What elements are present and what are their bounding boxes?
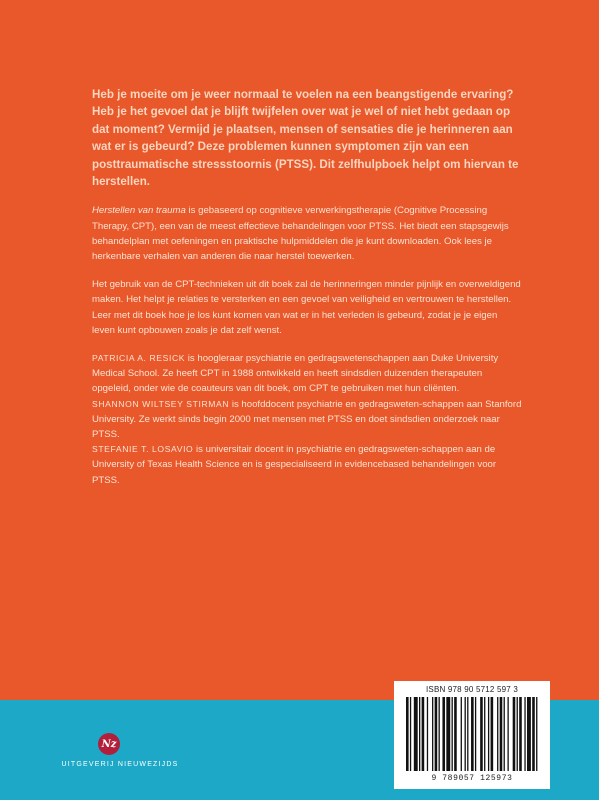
barcode-bar: [465, 697, 466, 771]
author-bio: [92, 351, 522, 397]
author-bio: [92, 442, 522, 488]
barcode-bar: [419, 697, 420, 771]
isbn-label: ISBN 978 90 5712 597 3: [425, 685, 519, 694]
barcode-bar: [442, 697, 445, 771]
barcode-bar: [491, 697, 494, 771]
author-bio-text: is hoogleraar psychiatrie en gedragswetenschappen aan Duke University Medical School. Ze heeft CPT in 1988 ontwikkeld en heeft sindsdien duizenden therapeuten opgeleid, onder wie de coauteurs van dit boek, om CPT te gebruiken met hun cliënten.: [92, 353, 499, 395]
barcode-bar: [471, 697, 474, 771]
author-bio-text: is universitair docent in psychiatrie en gedragsweten-schappen aan de University of Texas Health Science en is gespecialiseerd in evidencebased behandelingen voor PTSS.: [92, 444, 497, 486]
barcode-bar: [527, 697, 531, 771]
publisher-name: UITGEVERIJ NIEUWEZIJDS: [61, 761, 179, 768]
intro-paragraph: Heb je moeite om je weer normaal te voelen na een beangstigende ervaring? Heb je het gevoel dat je blijft twijfelen over wat je wel of niet hebt gedaan op dat moment? Vermijd je plaatsen, mensen of sensaties die je herinneren aan wat er is gebeurd? Deze problemen kunnen symptomen zijn van een posttraumatische stressstoornis (PTSS). Dit zelfhulpboek helpt om hiervan te herstellen.: [92, 88, 519, 189]
barcode-bars: [406, 697, 540, 771]
barcode-bar: [507, 697, 508, 771]
author-name: PATRICIA A. RESICK: [92, 353, 186, 364]
author-bio: [92, 397, 522, 443]
barcode-bar: [427, 697, 428, 771]
barcode-bar: [519, 697, 522, 771]
barcode-bar: [524, 697, 525, 771]
barcode-bar: [432, 697, 433, 771]
publisher-logo-icon: [98, 733, 120, 755]
barcode-bar: [488, 697, 489, 771]
barcode-bar: [422, 697, 425, 771]
author-bios: [92, 351, 522, 488]
barcode-bar: [480, 697, 483, 771]
book-title: Herstellen van trauma: [92, 205, 186, 217]
ean-number: 9 789057 125973: [431, 774, 513, 783]
author-bio-text: is hoofddocent psychiatrie en gedragsweten-schappen aan Stanford University. Ze werkt sinds begin 2000 met mensen met PTSS en doet sindsdien onderzoek naar PTSS.: [92, 398, 522, 441]
barcode-bar: [504, 697, 505, 771]
barcode-bar: [500, 697, 503, 771]
author-name: STEFANIE T. LOSAVIO: [92, 444, 194, 455]
barcode-bar: [461, 697, 462, 771]
description-paragraph: [92, 203, 522, 264]
barcode-bar: [513, 697, 516, 771]
barcode-bar: [532, 697, 535, 771]
barcode: [394, 681, 550, 789]
barcode-bar: [439, 697, 440, 771]
barcode-bar: [536, 697, 537, 771]
barcode-bar: [454, 697, 457, 771]
barcode-bar: [414, 697, 418, 771]
barcode-bar: [452, 697, 453, 771]
logo-mark: Nz: [101, 738, 117, 750]
barcode-bar: [406, 697, 409, 771]
barcode-bar: [497, 697, 498, 771]
barcode-bar: [475, 697, 476, 771]
blurb-text: [92, 86, 522, 488]
barcode-bar: [517, 697, 518, 771]
barcode-bar: [467, 697, 468, 771]
benefits-paragraph: Het gebruik van de CPT-technieken uit dit boek zal de herinneringen minder pijnlijk en overweldigend maken. Het helpt je relaties te versterken en een gevoel van veiligheid en vertrouwen te herstellen. Leer met dit boek hoe je los kunt komen van wat er in het verleden is gebeurd, zodat je je eigen leven kunt opbouwen zoals je dat zelf wenst.: [92, 279, 521, 336]
barcode-bar: [410, 697, 411, 771]
barcode-bar: [435, 697, 438, 771]
barcode-bar: [446, 697, 450, 771]
barcode-bar: [484, 697, 485, 771]
author-name: SHANNON WILTSEY STIRMAN: [92, 398, 230, 409]
description-text: is gebaseerd op cognitieve verwerkingstherapie (Cognitive Processing Therapy, CPT), een van de meest effectieve behandelingen voor PTSS. Het biedt een stapsgewijs behandelplan met oefeningen en praktische hulpmiddelen die je kunt downloaden. Ook lees je herkenbare verhalen van anderen die naar herstel toewerken.: [92, 205, 509, 263]
